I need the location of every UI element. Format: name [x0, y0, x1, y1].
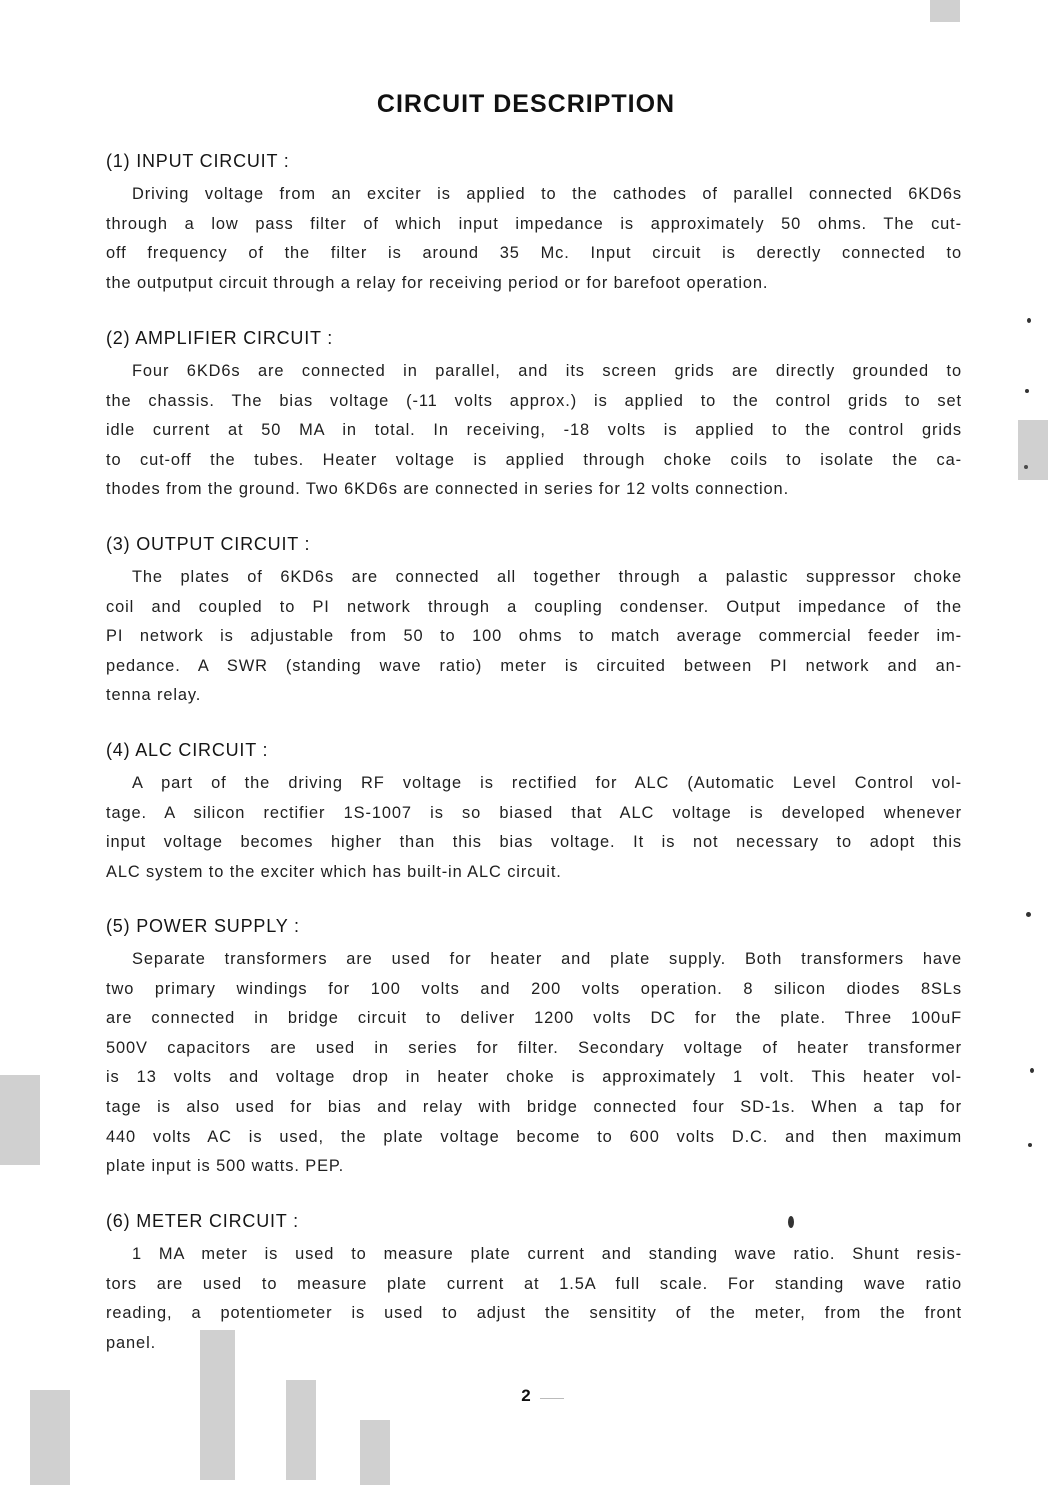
text-line: is 13 volts and voltage drop in heater choke is approximately 1 volt. This heater vol- — [106, 1068, 962, 1087]
scan-speck — [1025, 389, 1029, 393]
section-heading: (4) ALC CIRCUIT : — [106, 740, 269, 760]
text-line: Separate transformers are used for heater and plate supply. Both transformers have — [132, 950, 962, 968]
section-power-supply — [106, 913, 962, 1182]
text-line: Driving voltage from an exciter is applied to the cathodes of parallel connected 6KD6s — [132, 185, 962, 203]
text-line: 500V capacitors are used in series for filter. Secondary voltage of heater transformer — [106, 1038, 962, 1057]
text-line: tage is also used for bias and relay with bridge connected four SD-1s. When a tap for — [106, 1097, 962, 1116]
scan-noise — [0, 1075, 40, 1165]
text-line: A part of the driving RF voltage is rectified for ALC (Automatic Level Control vol- — [132, 774, 962, 792]
text-line: two primary windings for 100 volts and 200 volts operation. 8 silicon diodes 8SLs — [106, 979, 962, 998]
scan-noise — [360, 1420, 390, 1485]
text-line: input voltage becomes higher than this bias voltage. It is not necessary to adopt this — [106, 833, 962, 852]
scan-speck — [1030, 1068, 1034, 1073]
section-body — [106, 357, 962, 505]
text-line: pedance. A SWR (standing wave ratio) meter is circuited between PI network and an- — [106, 656, 962, 675]
text-line: plate input is 500 watts. PEP. — [106, 1157, 345, 1176]
section-body — [106, 180, 962, 298]
text-line: Four 6KD6s are connected in parallel, and its screen grids are directly grounded to — [132, 362, 962, 380]
section-amplifier-circuit — [106, 325, 962, 505]
text-line: to cut-off the tubes. Heater voltage is applied through choke coils to isolate the ca- — [106, 450, 962, 469]
scan-speck — [1028, 1143, 1032, 1147]
section-input-circuit — [106, 148, 962, 298]
text-line: panel. — [106, 1333, 157, 1352]
section-heading: (1) INPUT CIRCUIT : — [106, 151, 290, 171]
section-heading: (3) OUTPUT CIRCUIT : — [106, 534, 311, 554]
text-line: are connected in bridge circuit to deliver 1200 volts DC for the plate. Three 100uF — [106, 1009, 962, 1028]
text-line: 1 MA meter is used to measure plate current and standing wave ratio. Shunt resis- — [132, 1245, 962, 1263]
text-line: coil and coupled to PI network through a coupling condenser. Output impedance of the — [106, 597, 962, 616]
text-line: PI network is adjustable from 50 to 100 ohms to match average commercial feeder im- — [106, 627, 962, 646]
text-line: reading, a potentiometer is used to adjust the sensitity of the meter, from the front — [106, 1304, 962, 1323]
scan-noise — [930, 0, 960, 22]
text-line: 440 volts AC is used, the plate voltage become to 600 volts D.C. and then maximum — [106, 1127, 962, 1146]
section-heading: (2) AMPLIFIER CIRCUIT : — [106, 328, 334, 348]
section-body — [106, 769, 962, 887]
text-line: The plates of 6KD6s are connected all together through a palastic suppressor choke — [132, 568, 962, 586]
scan-noise — [30, 1390, 70, 1485]
scan-speck — [1026, 912, 1031, 917]
text-line: the outputput circuit through a relay for receiving period or for barefoot operation. — [106, 273, 769, 292]
text-line: idle current at 50 MA in total. In receiving, -18 volts is applied to the control grids — [106, 421, 962, 440]
text-line: the chassis. The bias voltage (-11 volts approx.) is applied to the control grids to set — [106, 391, 962, 410]
page-number-dash — [540, 1398, 564, 1399]
scan-speck — [788, 1216, 794, 1228]
text-line: thodes from the ground. Two 6KD6s are connected in series for 12 volts connection. — [106, 480, 790, 499]
scan-noise — [200, 1330, 235, 1480]
section-alc-circuit — [106, 737, 962, 887]
section-heading: (6) METER CIRCUIT : — [106, 1211, 299, 1231]
scan-speck — [1027, 318, 1031, 323]
text-line: through a low pass filter of which input impedance is approximately 50 ohms. The cut- — [106, 214, 962, 233]
text-line: ALC system to the exciter which has built-in ALC circuit. — [106, 862, 562, 881]
page-number: 2 — [521, 1386, 531, 1405]
section-body — [106, 563, 962, 711]
text-line: off frequency of the filter is around 35 Mc. Input circuit is derectly connected to — [106, 244, 962, 263]
scan-noise — [1018, 420, 1048, 480]
text-line: tenna relay. — [106, 686, 202, 705]
section-heading: (5) POWER SUPPLY : — [106, 916, 300, 936]
text-line: tage. A silicon rectifier 1S-1007 is so biased that ALC voltage is developed whenever — [106, 803, 962, 822]
section-body — [106, 945, 962, 1182]
section-output-circuit — [106, 531, 962, 711]
text-line: tors are used to measure plate current at 1.5A full scale. For standing wave ratio — [106, 1274, 962, 1293]
page-title: CIRCUIT DESCRIPTION — [376, 90, 676, 118]
scan-noise — [286, 1380, 316, 1480]
